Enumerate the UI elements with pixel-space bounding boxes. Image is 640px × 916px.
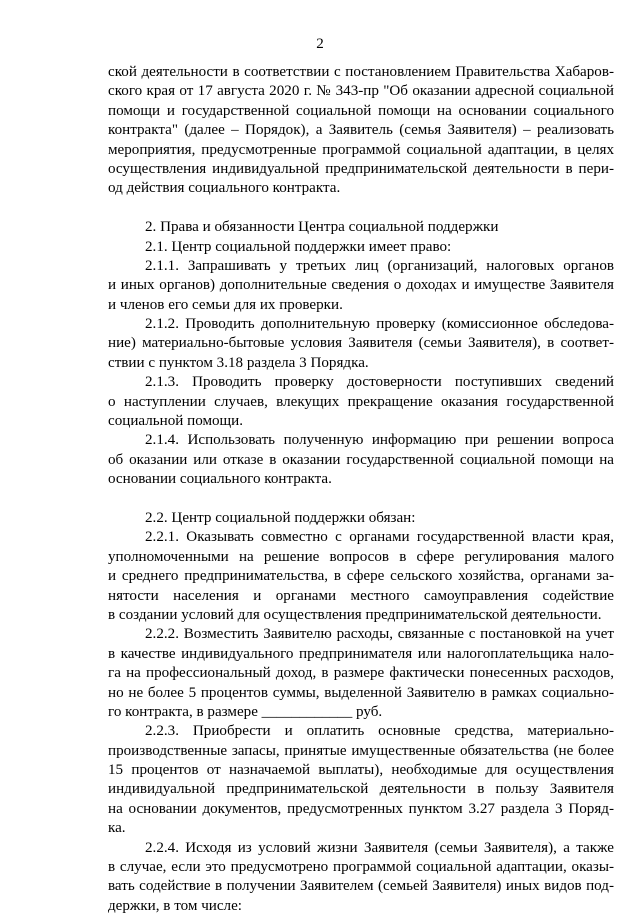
text-line: го контракта, в размере ____________ руб. (108, 703, 383, 720)
text-line: социальной помощи. (108, 413, 244, 430)
text-line: 2.1.3. Проводить проверку достоверности поступивших сведений (145, 374, 614, 391)
paragraph-2-2-3 (108, 722, 614, 838)
text-line: и иных органов) дополнительные сведения о доходах и имуществе Заявителя (108, 277, 614, 294)
text-line: нятости населения и органами местного самоуправления содействие (108, 587, 614, 604)
text-line: держки, в том числе: (108, 897, 242, 914)
text-line: 2.1.2. Проводить дополнительную проверку (комиссионное обследова- (145, 316, 614, 333)
paragraph-2-2-2 (108, 625, 614, 722)
text-line: ка. (108, 820, 126, 837)
text-line: осуществления индивидуальной предпринимательской деятельности в пери- (108, 160, 614, 177)
text-line: га на профессиональный доход, в размере фактически понесенных расходов, (108, 665, 614, 682)
page-number: 2 (316, 36, 324, 52)
text-line: 2.2.1. Оказывать совместно с органами государственной власти края, (145, 529, 614, 546)
text-line: мероприятия, предусмотренные программой социальной адаптации, в целях (108, 141, 614, 158)
paragraph-2-2-4 (108, 839, 614, 916)
text-line: об оказании или отказе в оказании государственной социальной помощи на (108, 451, 614, 468)
text-line: в качестве индивидуального предпринимателя или налогоплательщика нало- (108, 645, 614, 662)
text-line: 2.2.3. Приобрести и оплатить основные средства, материально- (145, 723, 614, 740)
text-line: ние) материально-бытовые условия Заявителя (семьи Заявителя), в соответ- (108, 335, 614, 352)
text-line: 2.1.4. Использовать полученную информацию при решении вопроса (145, 432, 614, 449)
text-line: ской деятельности в соответствии с постановлением Правительства Хабаров- (108, 64, 614, 80)
text-line: ского края от 17 августа 2020 г. № 343-пр "Об оказании адресной социальной (108, 83, 614, 100)
text-line: вать содействие в получении Заявителем (семьей Заявителя) иных видов под- (108, 878, 614, 895)
paragraph-2-1-3 (108, 373, 614, 431)
text-line: и среднего предпринимательства, в сфере сельского хозяйства, органами за- (108, 568, 614, 585)
text-line: на основании документов, предусмотренных пунктом 3.27 раздела 3 Поряд- (108, 800, 614, 817)
paragraph-2-1-4 (108, 431, 614, 489)
text-line: контракта" (далее – Порядок), а Заявитель (семья Заявителя) – реализовать (108, 122, 614, 139)
text-line: о наступлении случаев, влекущих прекращение оказания государственной (108, 393, 614, 410)
text-line: в случае, если это предусмотрено программой социальной адаптации, оказы- (108, 859, 614, 876)
text-line: в создании условий для осуществления предпринимательской деятельности. (108, 606, 602, 623)
text-line: 2.2.2. Возместить Заявителю расходы, связанные с постановкой на учет (145, 626, 614, 643)
text-line: 2.2.4. Исходя из условий жизни Заявителя (семьи Заявителя), а также (145, 839, 614, 856)
text-line: индивидуальной предпринимательской деятельности в пользу Заявителя (108, 781, 614, 798)
text-line: но не более 5 процентов суммы, выделенной Заявителю в рамках социально- (108, 684, 614, 701)
text-line: и членов его семьи для их проверки. (108, 296, 343, 313)
text-line: основании социального контракта. (108, 471, 332, 488)
text-line: 2.1.1. Запрашивать у третьих лиц (организаций, налоговых органов (145, 257, 614, 274)
section-heading: 2. Права и обязанности Центра социальной поддержки (145, 219, 499, 236)
document-body (108, 63, 614, 916)
intro-paragraph (108, 63, 614, 199)
rights-intro: 2.1. Центр социальной поддержки имеет право: (145, 238, 452, 255)
paragraph-2-1-1 (108, 257, 614, 315)
paragraph-2-2-1 (108, 528, 614, 625)
duties-intro: 2.2. Центр социальной поддержки обязан: (145, 509, 416, 526)
text-line: помощи и государственной социальной помощи на основании социального (108, 102, 614, 119)
text-line: 15 процентов от назначаемой выплаты), необходимые для осуществления (108, 762, 614, 779)
text-line: уполномоченными на решение вопросов в сфере регулирования малого (108, 548, 614, 565)
text-line: производственные запасы, принятые имущественные обязательства (не более (108, 742, 614, 759)
text-line: од действия социального контракта. (108, 180, 341, 197)
text-line: ствии с пунктом 3.18 раздела 3 Порядка. (108, 354, 369, 371)
paragraph-2-1-2 (108, 315, 614, 373)
